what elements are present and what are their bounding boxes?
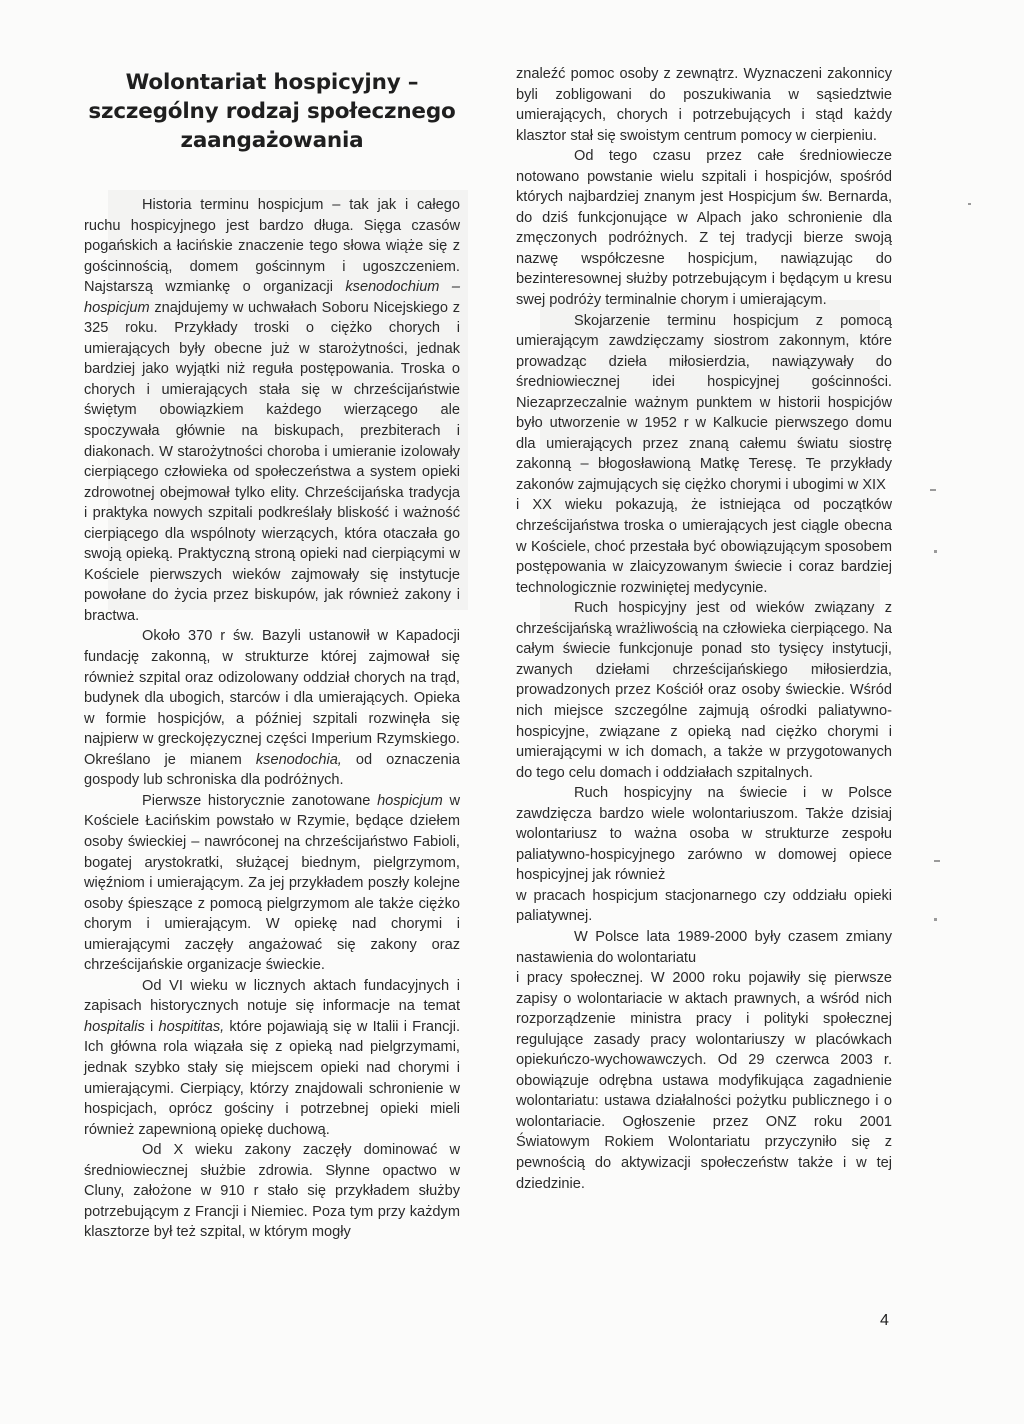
- paragraph: [516, 146, 892, 310]
- paragraph: [84, 626, 460, 790]
- paragraph: [516, 968, 892, 1194]
- text-run: Od tego czasu przez całe średniowiecze notowano powstanie wielu szpitali i hospicjów, spośród których najbardziej znanym jest Hospicjum św. Bernarda, do dziś funkcjonujące w Alpach jako schronienie dla zmęczonych podróżnych. Z tej tradycji bierze swoją nazwę współczesne hospicjum, nawiązując do bezinteresownej służby potrzebującym i będącym u kresu swej podróży terminalnie chorym i umierającym.: [516, 148, 892, 309]
- paragraph: [516, 495, 892, 598]
- italic-term: hospicjum: [377, 792, 443, 809]
- paragraph: [516, 64, 892, 146]
- paragraph: [84, 1140, 460, 1243]
- text-run: Ruch hospicyjny na świecie i w Polsce zawdzięcza bardzo wiele wolontariuszom. Także dzisiaj wolontariusz to ważna osoba w strukturze zespołu paliatywno-hospicyjnego zarówno w domowej opiece hospicyjnej jak również: [516, 785, 892, 884]
- text-run: W Polsce lata 1989-2000 były czasem zmiany nastawienia do wolontariatu: [516, 928, 892, 966]
- text-run: znaleźć pomoc osoby z zewnątrz. Wyznaczeni zakonnicy byli zobligowani do poszukiwania w sąsiedztwie umierających, chorych i potrzebujących i stąd każdy klasztor stał się swoistym centrum pomocy w cierpieniu.: [516, 66, 892, 144]
- text-run: Pierwsze historycznie zanotowane: [142, 792, 378, 809]
- paragraph: [516, 783, 892, 886]
- text-run: i XX wieku pokazują, że istniejąca od początków chrześcijaństwa troska o umierających jest ciągle obecna w Kościele, choć przestała być obowiązującym sposobem postępowania w zlaicyzowanym świecie i coraz bardziej technologicznie rozwiniętej medycynie.: [516, 497, 892, 596]
- article-title: Wolontariat hospicyjny – szczególny rodzaj społecznego zaangażowania: [88, 70, 456, 153]
- italic-term: ksenodochia,: [255, 751, 342, 768]
- paragraph: [516, 598, 892, 783]
- paragraph: [516, 927, 892, 968]
- text-run: Skojarzenie terminu hospicjum z pomocą umierającym zawdzięczamy siostrom zakonnym, które prowadząc dzieła miłosierdzia, nawiązywały do średniowiecznej idei hospicyjnej gościnności. Niezaprzeczalnie ważnym punktem w historii hospicjów było utworzenie w 1952 r w Kalkucie pierwszego domu dla umierających przez znaną całemu światu siostrę zakonną – błogosławioną Matkę Teresę. Te przykłady zakonów zajmujących się ciężko chorymi i ubogimi w XIX: [516, 312, 892, 493]
- text-run: które pojawiają się w Italii i Francji. Ich główna rola wiązała się z opieką nad pielgrzymami, jednak szybko stały się miejscem opieki nad chorymi i umierającymi. Cierpiący, którzy znajdowali schronienie w hospicjach, oprócz gościny i potrzebnej opieki mieli również zapewnioną opiekę duchową.: [84, 1018, 461, 1138]
- scan-speck: [968, 203, 971, 205]
- text-run: Ruch hospicyjny jest od wieków związany z chrześcijańską wrażliwością na człowieka cierpiącego. Na całym świecie funkcjonuje ponad sto tysięcy instytucji, zwanych dziełami chrześcijańskiego miłosierdzia, prowadzonych przez Kościół oraz osoby świeckie. Wśród nich miejsce szczególne zajmują ośrodki paliatywno-hospicyjne, związane z opieką nad ciężko chorymi i umierającymi w ich domach, a także w przygotowanych do tego celu domach i oddziałach szpitalnych.: [516, 600, 892, 781]
- paragraph: [84, 976, 460, 1140]
- scan-speck: [934, 550, 937, 553]
- left-column: [84, 0, 460, 1243]
- right-column-text: [516, 64, 892, 1194]
- text-run: od oznaczenia gospody lub schroniska dla podróżnych.: [84, 751, 460, 789]
- text-run: w pracach hospicjum stacjonarnego czy oddziału opieki paliatywnej.: [516, 887, 892, 925]
- italic-term: hospititas,: [158, 1018, 225, 1035]
- text-run: i: [144, 1018, 159, 1035]
- italic-term: ksenodochium – hospicjum: [84, 279, 460, 316]
- paragraph: [84, 791, 460, 976]
- paragraph: [516, 311, 892, 496]
- text-run: znajdujemy w uchwałach Soboru Nicejskiego z 325 roku. Przykłady troski o ciężko chorych i umierających były obecne już w starożytności, jednak bardziej jako wyjątki niż reguła postępowania. Troska o chorych i umierających stała się w chrześcijaństwie świętym obowiązkiem każdego wierzącego ale spoczywała głównie na biskupach, prezbiterach i diakonach. W starożytności choroba i umieranie izolowały cierpiącego człowieka od społeczeństwa a system opieki zdrowotnej obejmował tylko elity. Chrześcijańska tradycja i praktyka nowych szpitali podkreślały bliskość i ważność cierpiącego dla wspólnoty wierzących, która otaczała go swoją opieką. Praktyczną stroną opieki nad cierpiącymi w Kościele pierwszych wieków zajmowały się instytucje powołane do życia przez biskupów, jak również zakony i bractwa.: [84, 299, 460, 624]
- text-run: w Kościele Łacińskim powstało w Rzymie, będące dziełem osoby świeckiej – nawróconej na chrześcijaństwo Fabioli, bogatej arystokratki, służącej biednym, pielgrzymom, więźniom i umierającym. Za jej przykładem poszły kolejne osoby śpieszące z pomocą pielgrzymom ale także ciężko chorym i umierającym. W opiekę nad chorymi i umierającymi zaczęły angażować się zakony oraz chrześcijańskie organizacje świeckie.: [84, 792, 461, 974]
- text-run: Około 370 r św. Bazyli ustanowił w Kapadocji fundację zakonną, w strukturze której zajmował się również szpital oraz odizolowany oddział chorych na trąd, budynek dla ubogich, starców i dla umierających. Opieka w formie hospicjów, a później szpitali rozwinęła się najpierw w greckojęzycznej części Imperium Rzymskiego. Określano je mianem: [84, 628, 460, 768]
- italic-term: hospitalis: [84, 1018, 145, 1035]
- text-run: Historia terminu hospicjum – tak jak i całego ruchu hospicyjnego jest bardzo długa. Sięga czasów pogańskich a łacińskie znaczenie tego słowa wiąże się z gościnnością, domem gościnnym i ugoszczeniem. Najstarszą wzmiankę o organizacji: [84, 197, 460, 296]
- paragraph: [516, 886, 892, 927]
- right-column: [516, 64, 892, 1194]
- page-number: 4: [880, 1312, 889, 1329]
- left-column-text: [84, 195, 460, 1243]
- text-run: Od VI wieku w licznych aktach fundacyjnych i zapisach historycznych notuje się informacje na temat: [84, 977, 460, 1015]
- scan-speck: [934, 918, 937, 921]
- text-run: i pracy społecznej. W 2000 roku pojawiły się pierwsze zapisy o wolontariacie w aktach prawnych, a wśród nich rozporządzenie ministra pracy i polityki społecznej regulujące zasady pracy wolontariuszy w placówkach opiekuńczo-wychowawczych. Od 29 czerwca 2003 r. obowiązuje odrębna ustawa modyfikująca zagadnienie wolontariatu: ustawa działalności pożytku publicznego i o wolontariacie. Ogłoszenie przez ONZ roku 2001 Światowym Rokiem Wolontariatu przyczyniło się z pewnością do aktywizacji społeczeństw także i w tej dziedzinie.: [516, 970, 892, 1192]
- text-run: Od X wieku zakony zaczęły dominować w średniowiecznej służbie zdrowia. Słynne opactwo w Cluny, założone w 910 r stało się przykładem służby potrzebującym z Francji i Niemiec. Poza tym przy każdym klasztorze był też szpital, w którym mogły: [84, 1142, 460, 1241]
- paragraph: [84, 195, 460, 626]
- scan-speck: [930, 489, 936, 491]
- scan-speck: [934, 860, 940, 862]
